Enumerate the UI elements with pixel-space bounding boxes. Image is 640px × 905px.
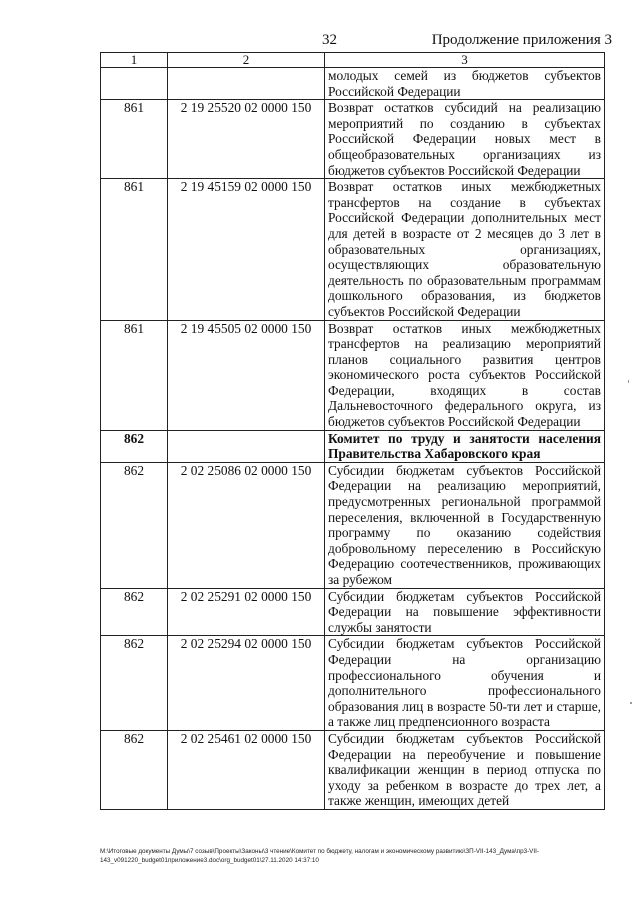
budget-code-cell: 2 02 25461 02 0000 150 [168, 730, 325, 809]
budget-code-cell [168, 68, 325, 100]
description-cell: Возврат остатков субсидий на реализацию мероприятий по созданию в субъектах Российской Федерации новых мест в общеобразовательных организациях из бюджетов субъектов Российской Федерации [325, 100, 605, 179]
description-cell: Субсидии бюджетам субъектов Российской Федерации на повышение эффективности службы занятости [325, 588, 605, 636]
description-cell: Возврат остатков иных межбюджетных трансфертов на реализацию мероприятий планов социального развития центров экономического роста субъектов Российской Федерации, входящих в состав Дальневосточного федерального округа, из бюджетов субъектов Российской Федерации [325, 320, 605, 430]
table-row [101, 636, 605, 731]
section-header-row [101, 430, 605, 462]
table-row [101, 462, 605, 588]
budget-code-cell: 2 19 45159 02 0000 150 [168, 179, 325, 320]
section-title-cell: Комитет по труду и занятости населения Правительства Хабаровского края [325, 430, 605, 462]
admin-code-cell: 862 [101, 636, 168, 731]
admin-code-cell [101, 68, 168, 100]
budget-codes-table [100, 52, 605, 810]
admin-code-cell: 862 [101, 588, 168, 636]
scan-speck [630, 702, 632, 704]
budget-code-cell [168, 430, 325, 462]
description-cell: Субсидии бюджетам субъектов Российской Федерации на переобучение и повышение квалификации женщин в период отпуска по уходу за ребенком в возрасте до трех лет, а также женщин, имеющих детей [325, 730, 605, 809]
description-cell: Субсидии бюджетам субъектов Российской Федерации на реализацию мероприятий, предусмотренных региональной программой переселения, включенной в Государственную программу по оказанию содействия добровольному переселению в Российскую Федерацию соотечественников, проживающих за рубежом [325, 462, 605, 588]
description-cell: Субсидии бюджетам субъектов Российской Федерации на организацию профессионального обучения и дополнительного профессионального образования лиц в возрасте 50-ти лет и старше, а также лиц предпенсионного возраста [325, 636, 605, 731]
table-row [101, 320, 605, 430]
file-path-footer [100, 848, 612, 865]
budget-code-cell: 2 02 25086 02 0000 150 [168, 462, 325, 588]
table-row [101, 730, 605, 809]
table-header-row [101, 53, 605, 68]
budget-code-cell: 2 02 25291 02 0000 150 [168, 588, 325, 636]
page-number: 32 [322, 32, 337, 48]
scan-speck [628, 380, 629, 383]
admin-code-cell: 861 [101, 100, 168, 179]
table-row [101, 100, 605, 179]
footer-path-line: М:\Итоговые документы Думы\7 созыв\Проекты\Законы\3 чтение\Комитет по бюджету, налогам и экономическому развитию\ЗП-VII-143_Дума\пр3-VII- [100, 848, 539, 855]
budget-code-cell: 2 19 45505 02 0000 150 [168, 320, 325, 430]
appendix-continuation-label: Продолжение приложения 3 [431, 32, 612, 48]
column-header: 3 [325, 53, 605, 68]
admin-code-cell: 862 [101, 430, 168, 462]
admin-code-cell: 861 [101, 179, 168, 320]
admin-code-cell: 861 [101, 320, 168, 430]
footer-path-line: 143_v091220_budget01приложение3.doc\org_budget01\27.11.2020 14:37:10 [100, 856, 319, 864]
page-header [100, 30, 612, 52]
table-row [101, 588, 605, 636]
description-cell: Возврат остатков иных межбюджетных трансфертов на создание в субъектах Российской Федерации дополнительных мест для детей в возрасте от 2 месяцев до 3 лет в образовательных организациях, осуществляющих образовательную деятельность по образовательным программам дошкольного образования, из бюджетов субъектов Российской Федерации [325, 179, 605, 320]
description-cell: молодых семей из бюджетов субъектов Российской Федерации [325, 68, 605, 100]
table-row [101, 68, 605, 100]
budget-code-cell: 2 02 25294 02 0000 150 [168, 636, 325, 731]
admin-code-cell: 862 [101, 730, 168, 809]
column-header: 1 [101, 53, 168, 68]
table-row [101, 179, 605, 320]
admin-code-cell: 862 [101, 462, 168, 588]
column-header: 2 [168, 53, 325, 68]
budget-code-cell: 2 19 25520 02 0000 150 [168, 100, 325, 179]
